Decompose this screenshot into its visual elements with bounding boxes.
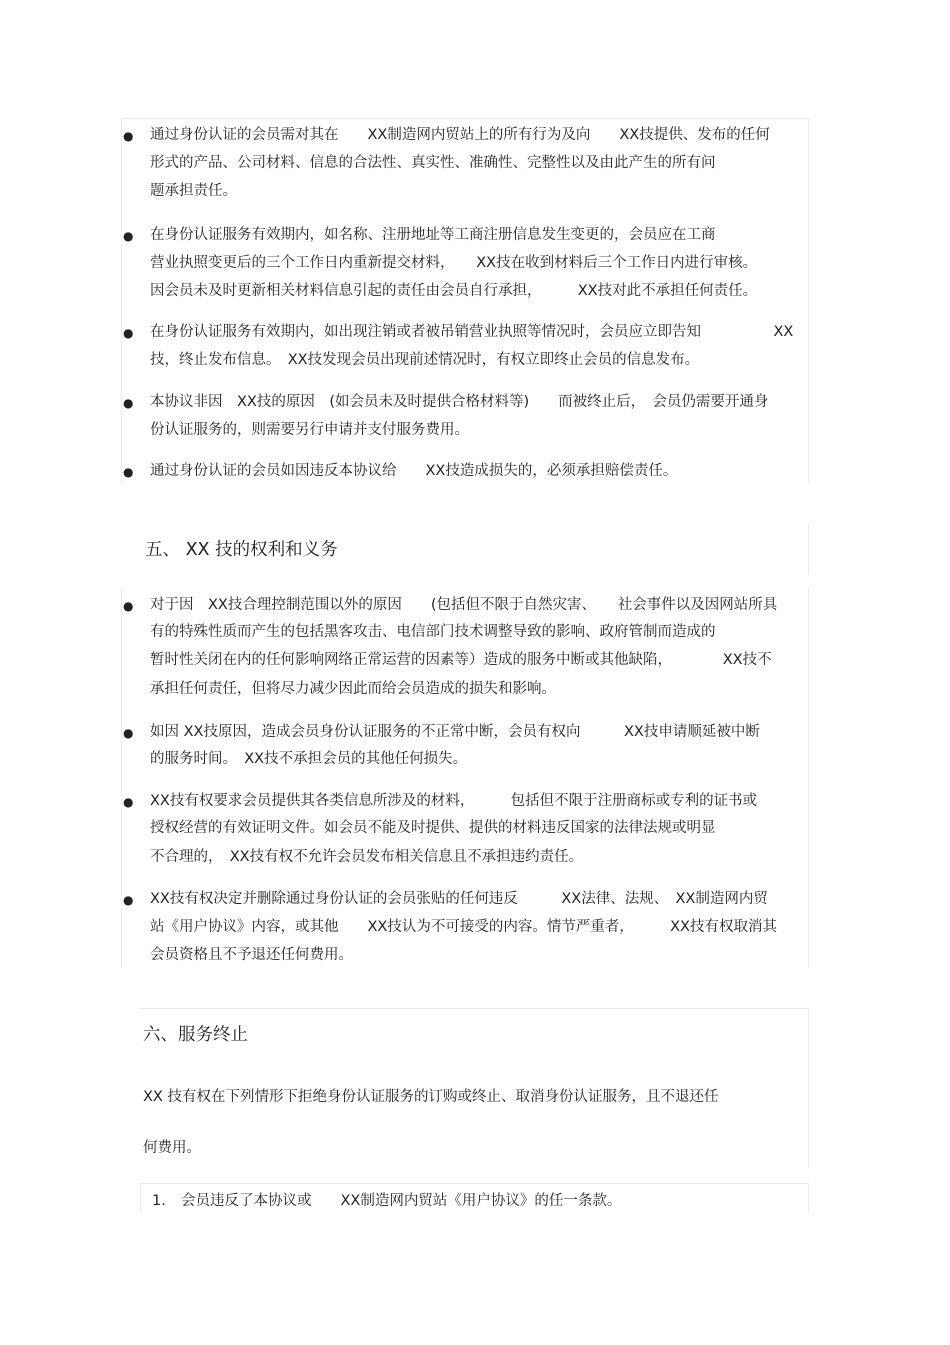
list-item-line: 的服务时间。 XX技不承担会员的其他任何损失。	[150, 751, 468, 767]
list-item-line: 在身份认证服务有效期内，如出现注销或者被吊销营业执照等情况时，会员应立即告知 XX	[150, 324, 794, 340]
bullet: ●	[123, 465, 134, 479]
list-item-line: 承担任何责任，但将尽力减少因此而给会员造成的损失和影响。	[150, 681, 556, 697]
list-item-line: 份认证服务的，则需要另行申请并支付服务费用。	[150, 422, 469, 438]
bullet: ●	[123, 599, 134, 613]
list-item-line: 授权经营的有效证明文件。如会员不能及时提供、提供的材料违反国家的法律法规或明显	[150, 820, 716, 836]
section-heading: 五、 XX 技的权利和义务	[145, 540, 338, 560]
list-item-line: 如因 XX技原因，造成会员身份认证服务的不正常中断，会员有权向 XX技申请顺延被中断	[150, 724, 760, 740]
list-item-line: 有的特殊性质而产生的包括黑客攻击、电信部门技术调整导致的影响、政府管制而造成的	[150, 624, 716, 640]
bullet: ●	[123, 326, 134, 340]
bullet: ●	[123, 893, 134, 907]
list-item-line: 题承担责任。	[150, 183, 237, 199]
bullet: ●	[123, 795, 134, 809]
list-item-line: 会员资格且不予退还任何费用。	[150, 947, 353, 963]
bullet: ●	[123, 726, 134, 740]
list-item-line: 站《用户协议》内容，或其他 XX技认为不可接受的内容。情节严重者， XX技有权取消其	[150, 919, 777, 935]
list-item-line: 因会员未及时更新相关材料信息引起的责任由会员自行承担， XX技对此不承担任何责任。	[150, 283, 758, 299]
list-item-line: 不合理的， XX技有权不允许会员发布相关信息且不承担违约责任。	[150, 849, 584, 865]
list-item-line: 暂时性关闭在内的任何影响网络正常运营的因素等）造成的服务中断或其他缺陷， XX技不	[150, 652, 772, 668]
list-item-line: XX技有权决定并删除通过身份认证的会员张贴的任何违反 XX法律、法规、 XX制造网内贸	[150, 891, 768, 907]
list-item-line: 营业执照变更后的三个工作日内重新提交材料， XX技在收到材料后三个工作日内进行审核。	[150, 255, 758, 271]
list-item-line: 通过身份认证的会员需对其在 XX制造网内贸站上的所有行为及向 XX技提供、发布的任何	[150, 127, 770, 143]
bullet: ●	[123, 396, 134, 410]
bullet: ●	[123, 129, 134, 143]
section-heading: 六、服务终止	[143, 1025, 248, 1045]
list-item-line: 形式的产品、公司材料、信息的合法性、真实性、准确性、完整性以及由此产生的所有问	[150, 155, 716, 171]
list-item-line: 技，终止发布信息。 XX技发现会员出现前述情况时，有权立即终止会员的信息发布。	[150, 352, 700, 368]
list-number: 1.	[152, 1193, 166, 1209]
list-item-line: XX技有权要求会员提供其各类信息所涉及的材料， 包括但不限于注册商标或专利的证书或	[150, 793, 758, 809]
list-item-line: 本协议非因 XX技的原因 (如会员未及时提供合格材料等) 而被终止后， 会员仍需要开通身	[150, 394, 769, 410]
list-item-line: 通过身份认证的会员如因违反本协议给 XX技造成损失的，必须承担赔偿责任。	[150, 463, 678, 479]
bullet: ●	[123, 229, 134, 243]
list-item-line: 在身份认证服务有效期内，如名称、注册地址等工商注册信息发生变更的，会员应在工商	[150, 227, 716, 243]
section5-list-frame	[121, 588, 809, 968]
paragraph-line: XX 技有权在下列情形下拒绝身份认证服务的订购或终止、取消身份认证服务，且不退还任	[143, 1089, 719, 1105]
list-item-line: 会员违反了本协议或 XX制造网内贸站《用户协议》的任一条款。	[181, 1193, 622, 1209]
paragraph-line: 何费用。	[143, 1140, 201, 1156]
list-item-line: 对于因 XX技合理控制范围以外的原因 (包括但不限于自然灾害、 社会事件以及因网站所具	[150, 597, 778, 613]
